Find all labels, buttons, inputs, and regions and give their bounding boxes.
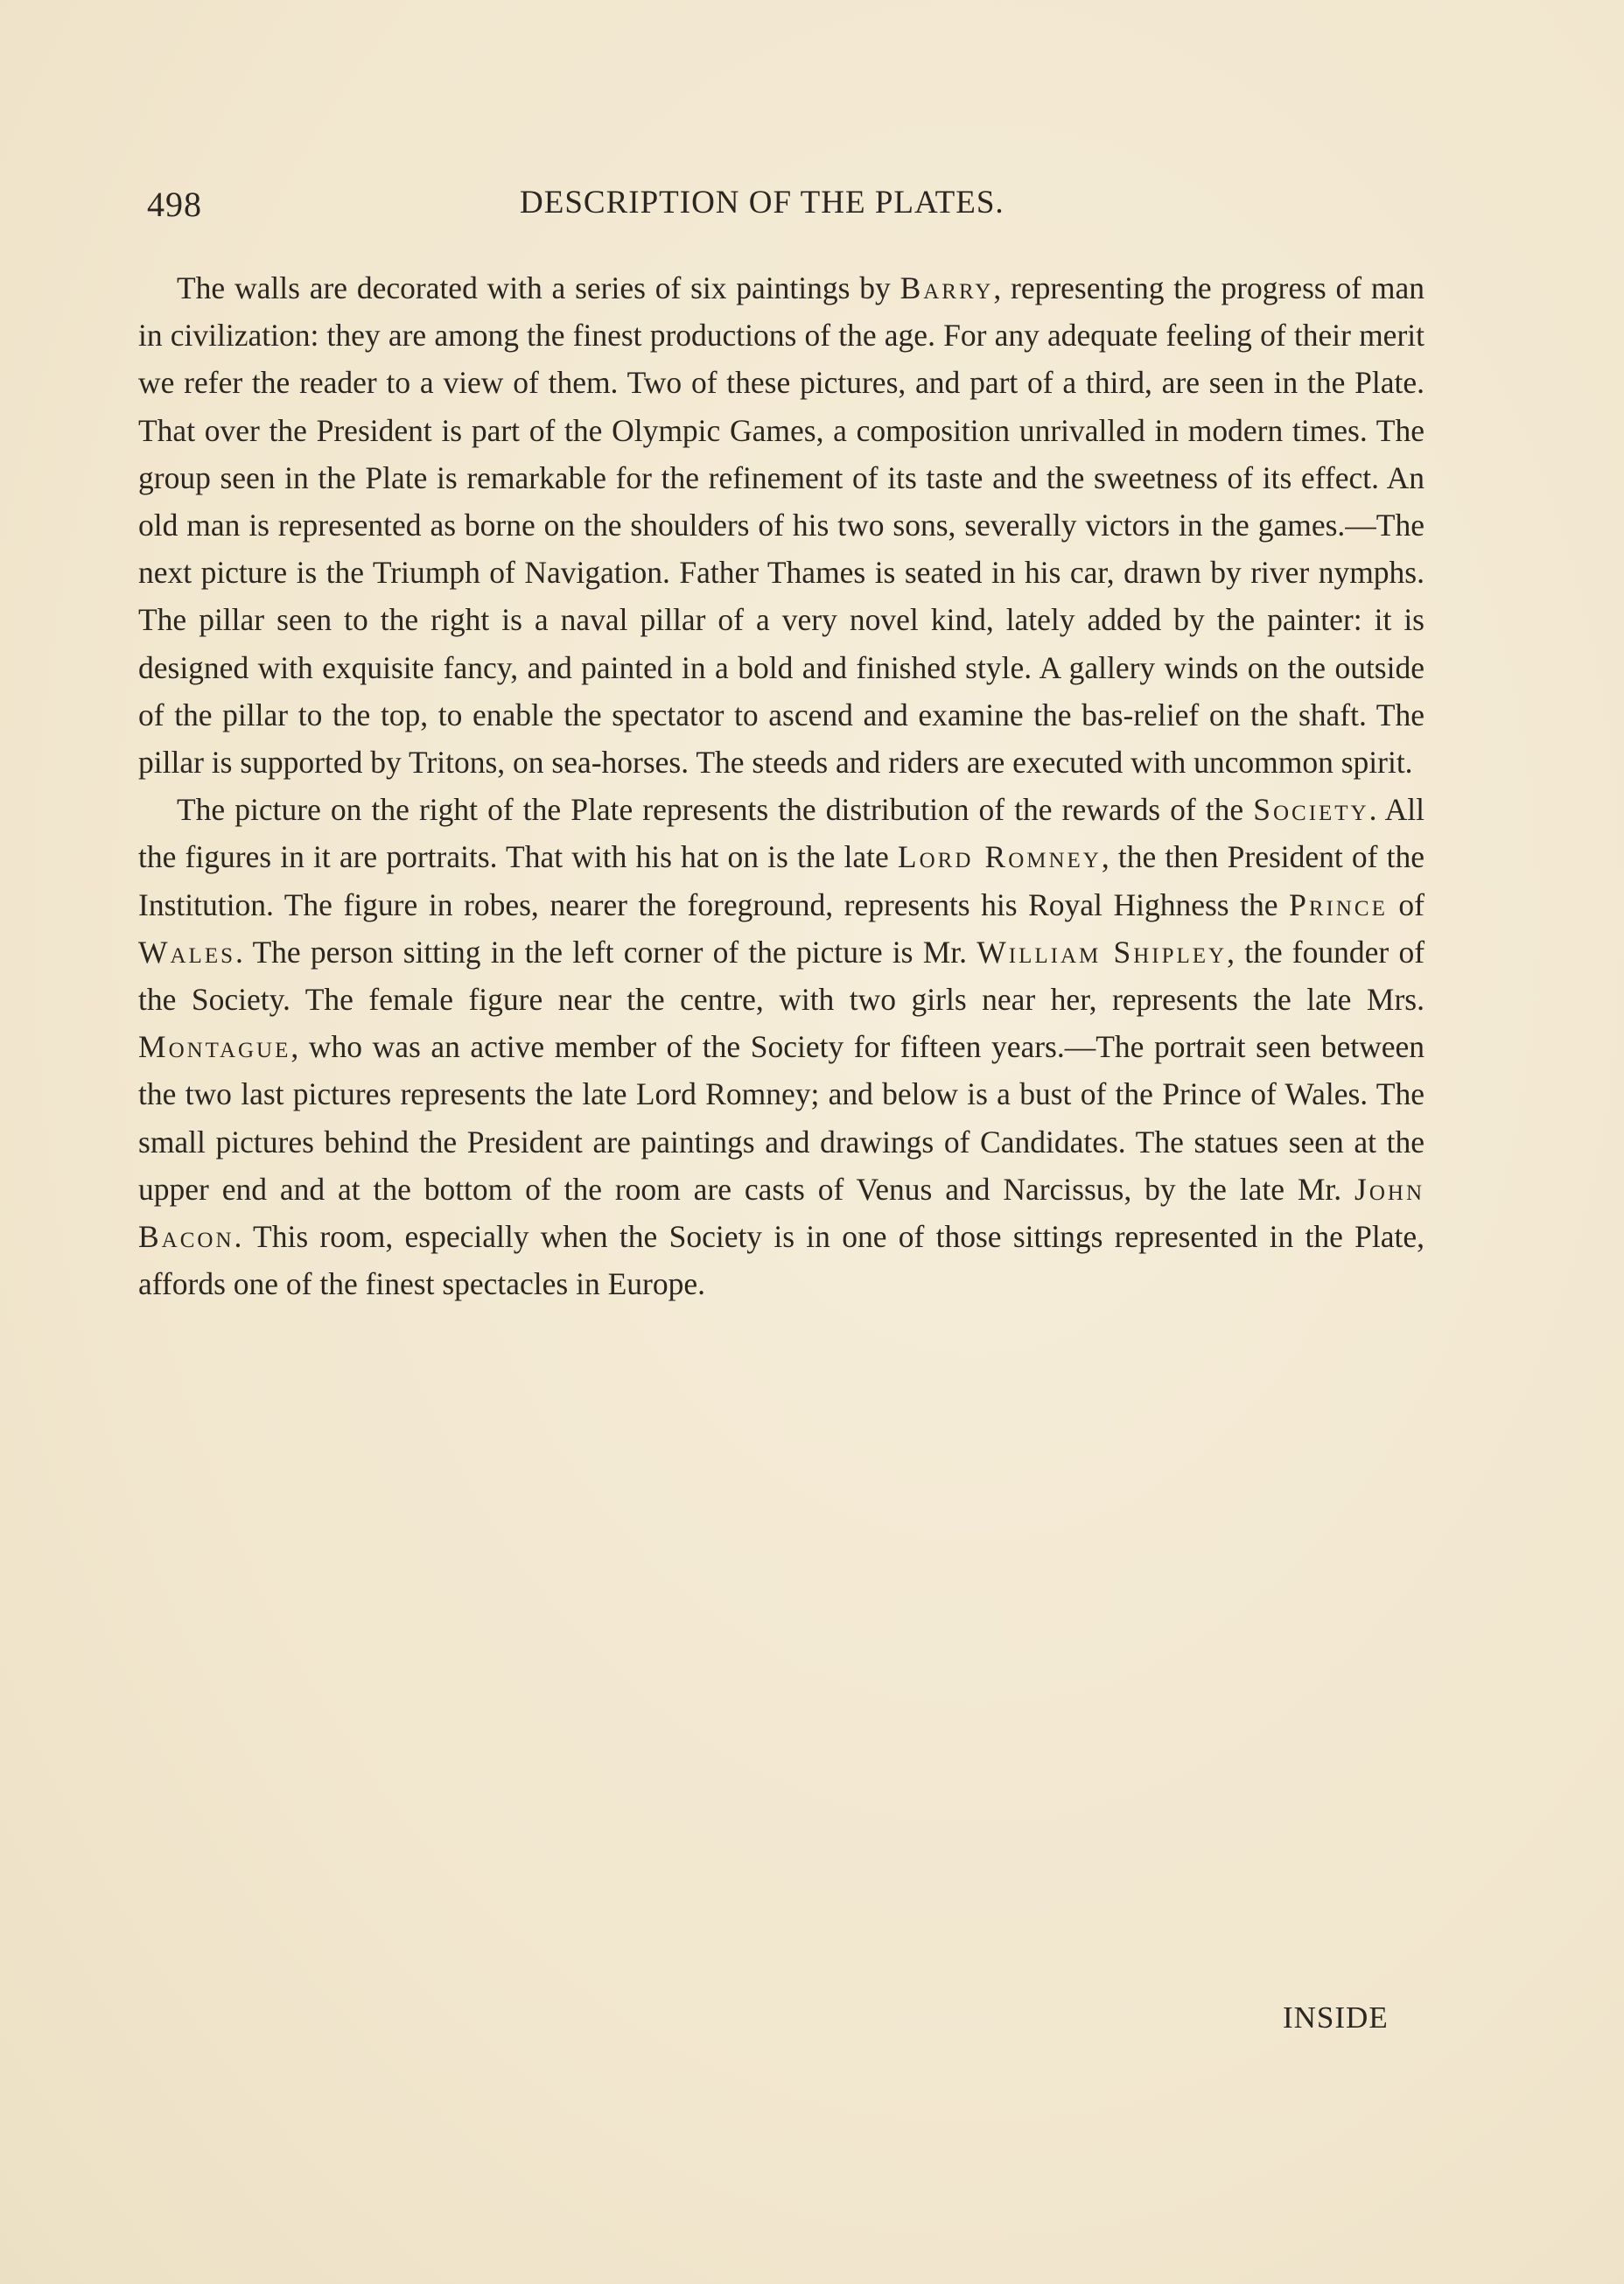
name-small-caps: Prince [1289,886,1388,922]
text-run: . This room, especially when the Society is in one of those sittings represented in the Plate, affords one of the finest spectacles in Europe. [138,1219,1424,1302]
running-head [147,184,1424,236]
text-run: , who was an active member of the Society for fifteen years.—The portrait seen between the two last pictures represents the late Lord Romney; and below is a bust of the Prince of Wales. The small pictures behind the President are paintings and drawings of Candidates. The statues seen at the upper end and at the bottom of the room are casts of Venus and Narcissus, by the late Mr. [138,1029,1424,1207]
name-small-caps: Montague [138,1029,291,1065]
name-small-caps: William Shipley [976,934,1228,970]
name-small-caps: Lord Romney [897,839,1102,875]
name-small-caps: Society [1253,792,1369,828]
catchword: INSIDE [1283,2000,1389,2035]
text-run: , representing the progress of man in civilization: they are among the finest productions of the age. For any adequate feeling of their merit we refer the reader to a view of them. Two of these pictures, and part of a third, are seen in the Plate. That over the President is part of the Olympic Games, a composition unrivalled in modern times. The group seen in the Plate is remarkable for the refinement of its taste and the sweetness of its effect. An old man is represented as borne on the shoulders of his two sons, severally victors in the games.—The next picture is the Triumph of Navigation. Father Thames is seated in his car, drawn by river nymphs. The pillar seen to the right is a naval pillar of a very novel kind, lately added by the painter: it is designed with exquisite fancy, and painted in a bold and finished style. A gallery winds on the outside of the pillar to the top, to enable the spectator to ascend and examine the bas-relief on the shaft. The pillar is supported by Tritons, on sea-horses. The steeds and riders are executed with uncommon spirit. [138,270,1425,781]
text-run: of [1387,886,1424,922]
paragraph [138,786,1424,1307]
page-number: 498 [147,185,202,224]
body-text [138,264,1424,1307]
text-run: The walls are decorated with a series of six paintings by [177,270,900,305]
text-run: , the then President of the Institution. The figure in robes, nearer the foreground, represents his Royal Highness the [138,839,1424,922]
name-small-caps: Barry [900,270,994,305]
name-small-caps: Wales [138,934,236,970]
paragraph [138,264,1424,786]
text-run: . All the figures in it are portraits. That with his hat on is the late [138,792,1424,875]
text-run: . The person sitting in the left corner of the picture is Mr. [235,934,977,970]
running-head-title: DESCRIPTION OF THE PLATES. [520,185,1004,221]
name-small-caps: John Bacon [138,1171,1424,1255]
text-run: , the founder of the Society. The female figure near the centre, with two girls near her, represents the late Mrs. [138,934,1425,1018]
text-run: The picture on the right of the Plate represents the distribution of the rewards of the [177,792,1254,828]
